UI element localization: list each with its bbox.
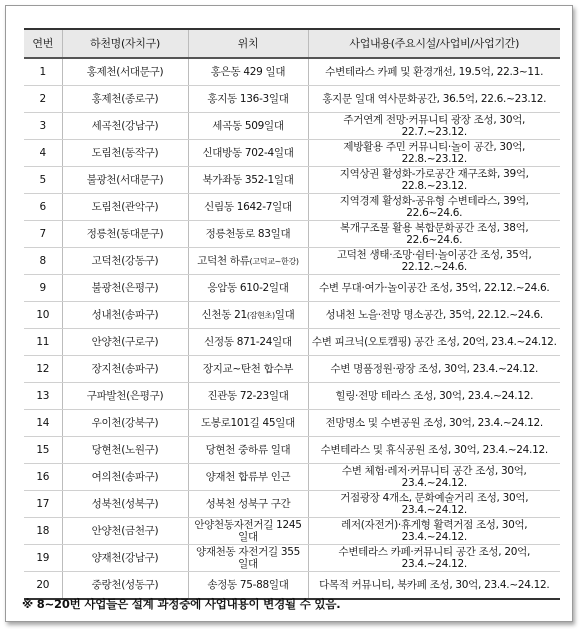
- cell-description: 다목적 커뮤니티, 북카페 조성, 30억, 23.4.~24.12.: [308, 572, 560, 600]
- cell-description: 수변테라스 및 휴식공원 조성, 30억, 23.4.~24.12.: [308, 437, 560, 464]
- cell-description: 수변 무대·여가·놀이공간 조성, 35억, 22.12.~24.6.: [308, 275, 560, 302]
- cell-location: 세곡동 509일대: [188, 113, 308, 140]
- cell-location: 당현천 중하류 일대: [188, 437, 308, 464]
- location-main: 고덕천 하류: [197, 254, 250, 267]
- cell-location: 진관동 72-23일대: [188, 383, 308, 410]
- cell-river: 중랑천(성동구): [62, 572, 188, 600]
- cell-river: 당현천(노원구): [62, 437, 188, 464]
- cell-no: 9: [24, 275, 62, 302]
- cell-location: 도봉로101길 45일대: [188, 410, 308, 437]
- footnote: ※ 8~20번 사업들은 설계 과정중에 사업내용이 변경될 수 있음.: [22, 597, 341, 611]
- location-tail: 일대: [274, 308, 295, 321]
- cell-location: 양재천동 자전거길 355일대: [188, 545, 308, 572]
- table-header-row: [24, 29, 560, 58]
- location-detail: (고덕교~한강): [249, 256, 299, 266]
- cell-river: 홍제천(서대문구): [62, 58, 188, 86]
- header-description: 사업내용(주요시설/사업비/사업기간): [308, 29, 560, 58]
- cell-description: 힐링·전망 테라스 조성, 30억, 23.4.~24.12.: [308, 383, 560, 410]
- cell-river: 성북천(성북구): [62, 491, 188, 518]
- cell-location: 신대방동 702-4일대: [188, 140, 308, 167]
- cell-description: 수변 체험·레저·커뮤니티 공간 조성, 30억, 23.4.~24.12.: [308, 464, 560, 491]
- cell-location: 송정동 75-88일대: [188, 572, 308, 600]
- table-row: [24, 221, 560, 248]
- table-body: [24, 58, 560, 599]
- cell-location: 응암동 610-2일대: [188, 275, 308, 302]
- cell-no: 2: [24, 86, 62, 113]
- table-row: [24, 518, 560, 545]
- cell-no: 11: [24, 329, 62, 356]
- cell-no: 19: [24, 545, 62, 572]
- table-row: [24, 248, 560, 275]
- cell-location: 신정동 871-24일대: [188, 329, 308, 356]
- cell-no: 14: [24, 410, 62, 437]
- cell-river: 우이천(강북구): [62, 410, 188, 437]
- cell-description: 지역경제 활성화-공유형 수변테라스, 39억, 22.6~24.6.: [308, 194, 560, 221]
- cell-river: 도림천(관악구): [62, 194, 188, 221]
- table-row: [24, 464, 560, 491]
- project-table: [24, 28, 560, 600]
- cell-no: 20: [24, 572, 62, 600]
- cell-description: 레저(자전거)·휴게형 활력거점 조성, 30억, 23.4.~24.12.: [308, 518, 560, 545]
- cell-description: 제방활용 주민 커뮤니티·놀이 공간, 30억, 22.8.~23.12.: [308, 140, 560, 167]
- cell-no: 15: [24, 437, 62, 464]
- cell-description: 고덕천 생태·조망·쉼터·놀이공간 조성, 35억, 22.12.~24.6.: [308, 248, 560, 275]
- header-no: 연번: [24, 29, 62, 58]
- cell-description: 성내천 노을·전망 명소공간, 35억, 22.12.~24.6.: [308, 302, 560, 329]
- header-location: 위치: [188, 29, 308, 58]
- cell-description: 지역상권 활성화-가로공간 재구조화, 39억, 22.8.~23.12.: [308, 167, 560, 194]
- cell-description: 수변테라스 카페 및 환경개선, 19.5억, 22.3~11.: [308, 58, 560, 86]
- cell-river: 도림천(동작구): [62, 140, 188, 167]
- cell-no: 16: [24, 464, 62, 491]
- cell-no: 6: [24, 194, 62, 221]
- table-row: [24, 356, 560, 383]
- location-detail: (잠현초): [246, 310, 275, 320]
- document-frame: [5, 5, 573, 622]
- cell-no: 8: [24, 248, 62, 275]
- cell-river: 불광천(서대문구): [62, 167, 188, 194]
- table-row: [24, 410, 560, 437]
- table-row: [24, 140, 560, 167]
- table-row: [24, 194, 560, 221]
- table-row: [24, 383, 560, 410]
- cell-no: 10: [24, 302, 62, 329]
- table-row: [24, 572, 560, 600]
- cell-location: 홍은동 429 일대: [188, 58, 308, 86]
- table-row: [24, 86, 560, 113]
- cell-no: 4: [24, 140, 62, 167]
- table-row: [24, 167, 560, 194]
- table-row: [24, 58, 560, 86]
- location-main: 신천동 21: [201, 308, 247, 321]
- cell-river: 고덕천(강동구): [62, 248, 188, 275]
- cell-no: 3: [24, 113, 62, 140]
- cell-river: 안양천(구로구): [62, 329, 188, 356]
- table-row: [24, 545, 560, 572]
- cell-description: 거점광장 4개소, 문화예술거리 조성, 30억, 23.4.~24.12.: [308, 491, 560, 518]
- cell-river: 구파발천(은평구): [62, 383, 188, 410]
- cell-river: 여의천(송파구): [62, 464, 188, 491]
- cell-river: 안양천(금천구): [62, 518, 188, 545]
- cell-river: 정릉천(동대문구): [62, 221, 188, 248]
- cell-description: 홍지문 일대 역사문화공간, 36.5억, 22.6.~23.12.: [308, 86, 560, 113]
- cell-no: 1: [24, 58, 62, 86]
- cell-description: 수변 피크닉(오토캠핑) 공간 조성, 20억, 23.4.~24.12.: [308, 329, 560, 356]
- cell-no: 13: [24, 383, 62, 410]
- cell-river: 홍제천(종로구): [62, 86, 188, 113]
- cell-no: 18: [24, 518, 62, 545]
- table-row: [24, 491, 560, 518]
- cell-description: 수변 명품정원·광장 조성, 30억, 23.4.~24.12.: [308, 356, 560, 383]
- cell-river: 성내천(송파구): [62, 302, 188, 329]
- table-row: [24, 302, 560, 329]
- cell-description: 복개구조물 활용 복합문화공간 조성, 38억, 22.6~24.6.: [308, 221, 560, 248]
- header-river: 하천명(자치구): [62, 29, 188, 58]
- cell-description: 주거연계 전망·커뮤니티 광장 조성, 30억, 22.7.~23.12.: [308, 113, 560, 140]
- cell-location: [188, 248, 308, 275]
- cell-location: 북가좌동 352-1일대: [188, 167, 308, 194]
- cell-no: 7: [24, 221, 62, 248]
- cell-no: 12: [24, 356, 62, 383]
- cell-location: 장지교~탄천 합수부: [188, 356, 308, 383]
- cell-river: 불광천(은평구): [62, 275, 188, 302]
- cell-no: 5: [24, 167, 62, 194]
- table-row: [24, 329, 560, 356]
- cell-location: 성북천 성북구 구간: [188, 491, 308, 518]
- table-row: [24, 113, 560, 140]
- table-row: [24, 275, 560, 302]
- cell-location: [188, 302, 308, 329]
- cell-river: 양재천(강남구): [62, 545, 188, 572]
- cell-location: 정릉천동로 83일대: [188, 221, 308, 248]
- cell-location: 홍지동 136-3일대: [188, 86, 308, 113]
- cell-river: 세곡천(강남구): [62, 113, 188, 140]
- cell-description: 수변테라스 카페·커뮤니티 공간 조성, 20억, 23.4.~24.12.: [308, 545, 560, 572]
- cell-location: 신림동 1642-7일대: [188, 194, 308, 221]
- cell-river: 장지천(송파구): [62, 356, 188, 383]
- cell-description: 전망명소 및 수변공원 조성, 30억, 23.4.~24.12.: [308, 410, 560, 437]
- cell-location: 양재천 합류부 인근: [188, 464, 308, 491]
- cell-no: 17: [24, 491, 62, 518]
- table-row: [24, 437, 560, 464]
- cell-location: 안양천동자전거길 1245일대: [188, 518, 308, 545]
